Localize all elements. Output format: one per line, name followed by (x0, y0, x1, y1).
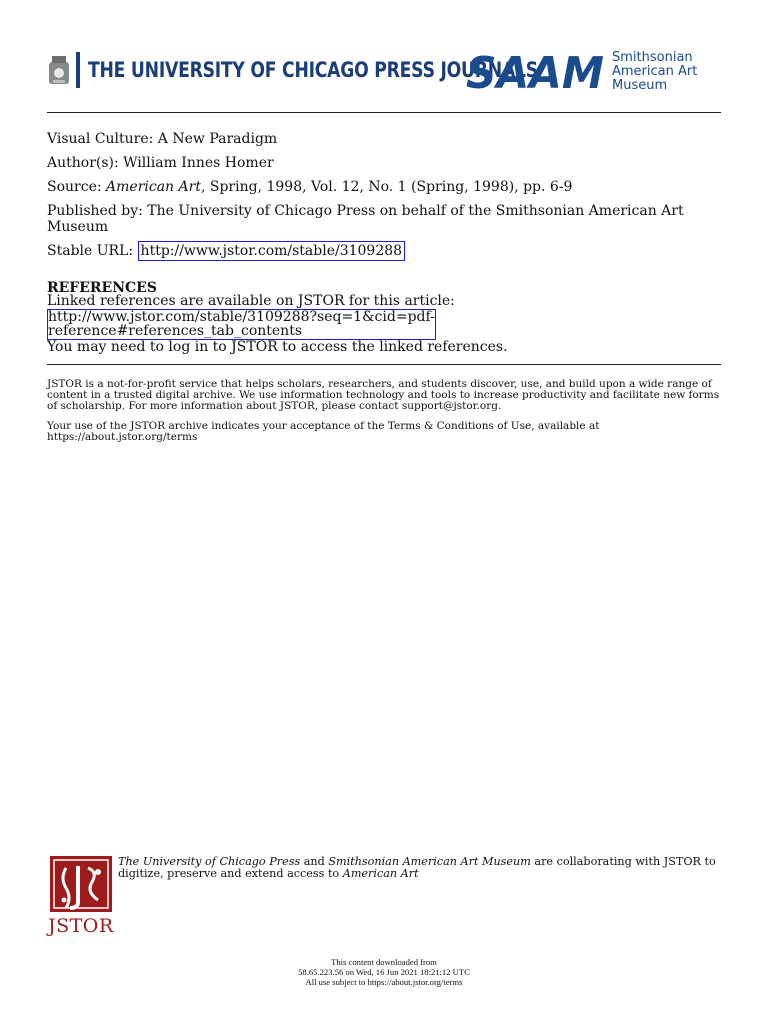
references-block (47, 294, 721, 354)
article-authors: Author(s): William Innes Homer (47, 155, 274, 171)
stable-url-label: Stable URL: (47, 243, 138, 259)
download-line: All use subject to https://about.jstor.org/terms (305, 977, 463, 987)
collab-and: and (300, 855, 329, 868)
jstor-logo-icon (50, 856, 112, 912)
saam-name (612, 51, 722, 93)
collab-museum: Smithsonian American Art Museum (328, 855, 531, 868)
stable-url-link[interactable]: http://www.jstor.com/stable/3109288 (138, 241, 406, 261)
collab-journal: American Art (342, 867, 419, 880)
collab-text: are collaborating with JSTOR to digitize, preserve and extend access to (118, 855, 716, 880)
download-line: This content downloaded from (331, 957, 437, 967)
saam-logo-text: SAAM (466, 50, 604, 92)
references-link[interactable] (47, 309, 436, 340)
article-publisher: Published by: The University of Chicago Press on behalf of the Smithsonian American Art Museum (47, 203, 684, 235)
references-heading: REFERENCES (47, 280, 157, 296)
header-rule (47, 112, 721, 113)
saam-name-line: Museum (612, 78, 668, 93)
saam-logo (466, 50, 606, 96)
university-crest-icon (47, 54, 71, 86)
terms-notice: Your use of the JSTOR archive indicates your acceptance of the Terms & Conditions of Use, available at https://about.jstor.org/terms (47, 420, 600, 443)
collab-publisher: The University of Chicago Press (118, 855, 301, 868)
source-details: , Spring, 1998, Vol. 12, No. 1 (Spring, 1998), pp. 6-9 (200, 179, 573, 195)
collaboration-statement (118, 856, 718, 880)
article-title: Visual Culture: A New Paradigm (47, 131, 278, 147)
references-login-note: You may need to log in to JSTOR to access the linked references. (47, 338, 508, 355)
download-line: 58.65.223.56 on Wed, 16 Jun 2021 18:21:12 UTC (298, 967, 470, 977)
jstor-notice: JSTOR is a not-for-profit service that helps scholars, researchers, and students discover, use, and build upon a wide range of content in a trusted digital archive. We use information technology and tools to increase productivity and facilitate new forms of scholarship. For more information about JSTOR, please contact support@jstor.org. (47, 378, 720, 412)
references-link-line: http://www.jstor.com/stable/3109288?seq=1&cid=pdf- (48, 308, 435, 325)
jstor-wordmark: JSTOR (48, 915, 114, 937)
saam-name-line: Smithsonian (612, 50, 693, 65)
download-notice (200, 957, 568, 987)
publisher-logo: THE UNIVERSITY OF CHICAGO PRESS JOURNALS (88, 58, 538, 82)
references-link-line: reference#references_tab_contents (48, 323, 303, 339)
source-label: Source: (47, 179, 107, 195)
stable-url-row (47, 243, 405, 259)
article-source (47, 179, 572, 195)
source-journal: American Art (106, 179, 201, 195)
references-intro: Linked references are available on JSTOR for this article: (47, 293, 455, 309)
section-rule (47, 364, 721, 365)
publisher-divider (76, 52, 80, 88)
saam-name-line: American Art (612, 64, 698, 79)
